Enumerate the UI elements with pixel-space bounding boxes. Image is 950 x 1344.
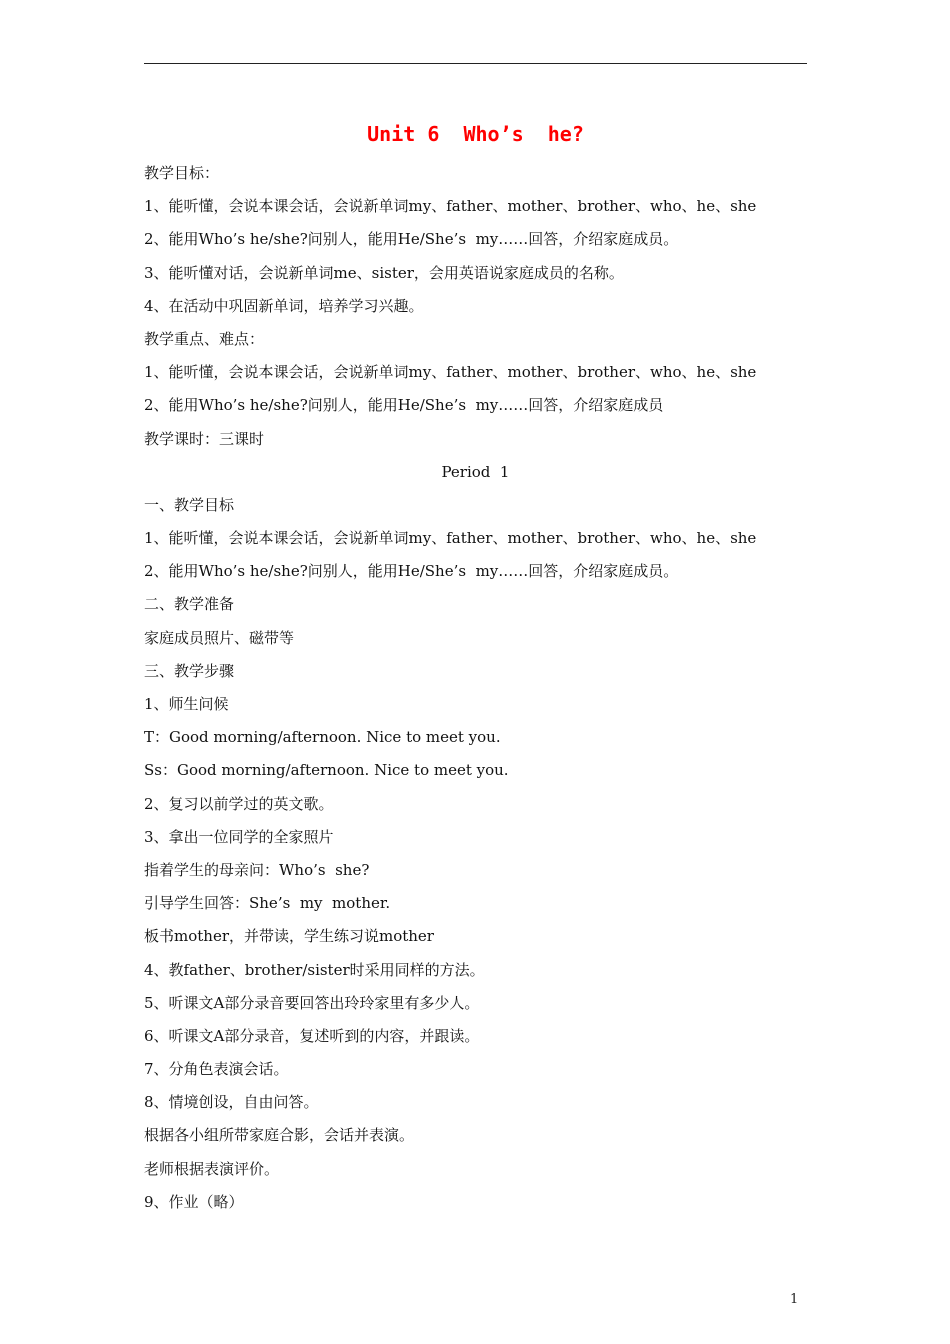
text-line: 2、能用Who’s he/she?问别人，能用He/She’s my……回答，介绍家庭成员。: [144, 230, 679, 249]
text-line: 4、教father、brother/sister时采用同样的方法。: [144, 960, 485, 979]
text-line: 8、情境创设，自由问答。: [144, 1093, 319, 1112]
section-heading: 三、教学步骤: [144, 661, 235, 680]
text-line: 9、作业（略）: [144, 1192, 244, 1211]
text-line: 1、能听懂，会说本课会话，会说新单词my、father、mother、brother、who、he、she: [144, 197, 757, 216]
document-body: [144, 162, 824, 1224]
document-title: Unit 6 Who’s he?: [367, 122, 584, 146]
text-line: 引导学生回答：She’s my mother.: [144, 894, 391, 913]
section-heading: 教学课时：三课时: [144, 429, 265, 448]
section-heading: 教学目标：: [144, 164, 220, 182]
text-line: 家庭成员照片、磁带等: [144, 628, 295, 647]
text-line: 3、能听懂对话，会说新单词me、sister，会用英语说家庭成员的名称。: [144, 263, 624, 282]
text-line: 1、能听懂，会说本课会话，会说新单词my、father、mother、brother、who、he、she: [144, 529, 757, 548]
text-line: 根据各小组所带家庭合影，会话并表演。: [144, 1126, 415, 1145]
text-line: 老师根据表演评价。: [144, 1159, 280, 1178]
page-number: 1: [790, 1292, 799, 1307]
text-line: 3、拿出一位同学的全家照片: [144, 827, 334, 846]
text-line: Ss：Good morning/afternoon. Nice to meet you.: [144, 761, 509, 780]
text-line: 4、在活动中巩固新单词，培养学习兴趣。: [144, 296, 424, 315]
text-line: 6、听课文A部分录音，复述听到的内容，并跟读。: [144, 1026, 480, 1045]
text-line: 1、能听懂，会说本课会话，会说新单词my、father、mother、brother、who、he、she: [144, 363, 757, 382]
text-line: 1、师生问候: [144, 695, 229, 713]
text-line: 指着学生的母亲问：Who’s she?: [144, 860, 370, 879]
period-heading: Period 1: [441, 462, 510, 481]
section-heading: 二、教学准备: [144, 595, 235, 614]
text-line: 7、分角色表演会话。: [144, 1060, 289, 1079]
header-rule: [144, 63, 807, 64]
text-line: 2、能用Who’s he/she?问别人，能用He/She’s my……回答，介绍家庭成员: [144, 396, 664, 415]
text-line: 5、听课文A部分录音要回答出玲玲家里有多少人。: [144, 993, 480, 1012]
text-line: 2、能用Who’s he/she?问别人，能用He/She’s my……回答，介绍家庭成员。: [144, 562, 679, 581]
text-line: 2、复习以前学过的英文歌。: [144, 794, 334, 813]
section-heading: 一、教学目标: [144, 495, 235, 514]
section-heading: 教学重点、难点：: [144, 329, 265, 348]
text-line: T：Good morning/afternoon. Nice to meet you.: [144, 728, 501, 747]
text-line: 板书mother，并带读，学生练习说mother: [144, 927, 434, 946]
